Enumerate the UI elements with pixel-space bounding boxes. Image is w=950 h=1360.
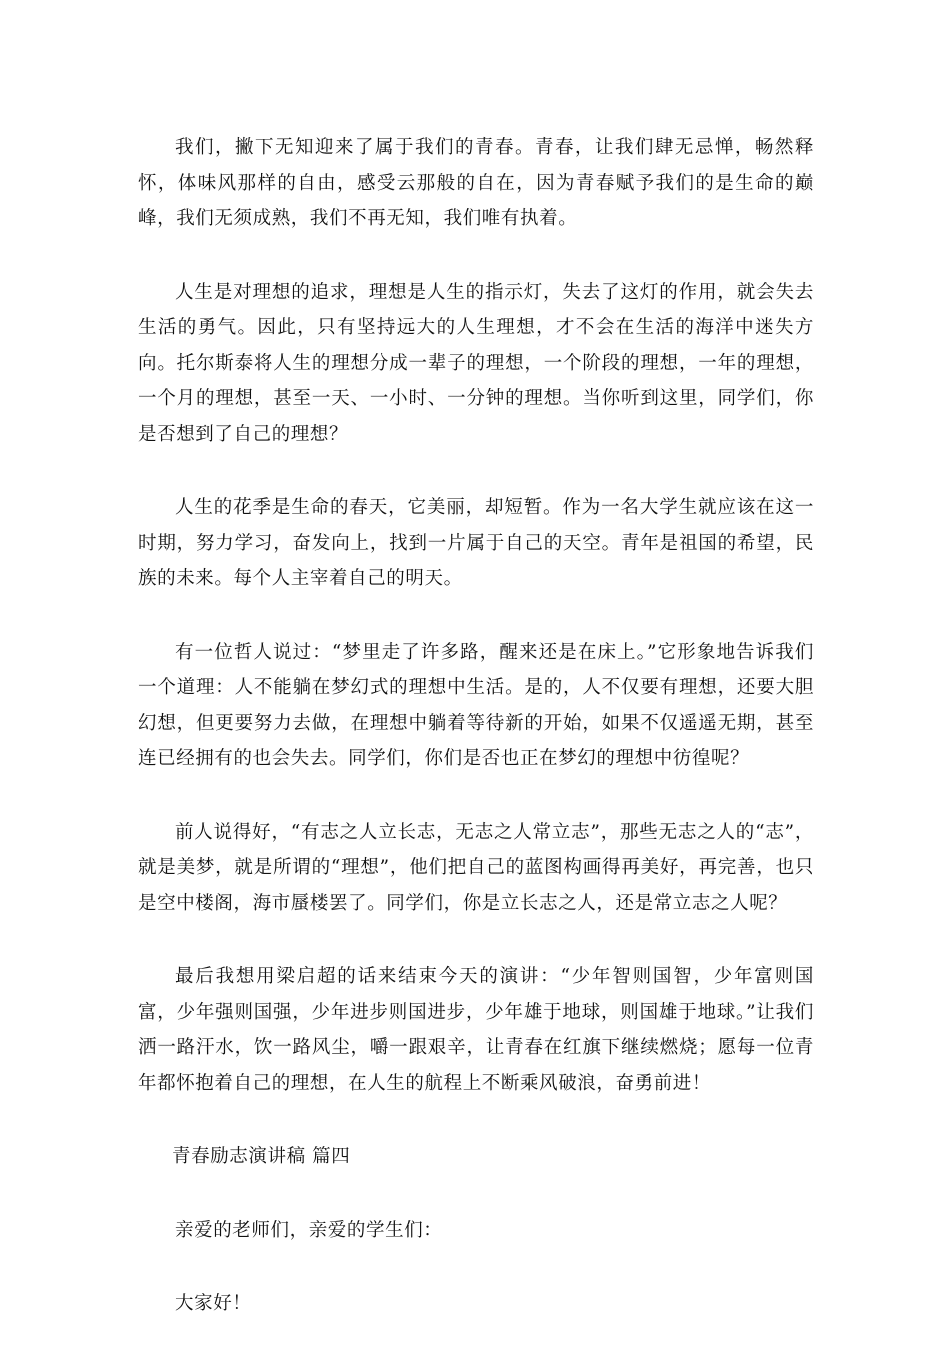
paragraph-ideal-pursuit: 人生是对理想的追求，理想是人生的指示灯，失去了这灯的作用，就会失去生活的勇气。因此，只有坚持远大的人生理想，才不会在生活的海洋中迷失方向。托尔斯泰将人生的理想分成一辈子的理想，一个阶段的理想，一年的理想，一个月的理想，甚至一天、一小时、一分钟的理想。当你听到这里，同学们，你是否想到了自己的理想？ [138,281,814,445]
document-body [138,130,814,1360]
section-heading: 青春励志演讲稿 篇四 [172,1146,351,1167]
paragraph-conclusion: 最后我想用梁启超的话来结束今天的演讲：“少年智则国智，少年富则国富，少年强则国强，少年进步则国进步，少年雄于地球，则国雄于地球。”让我们洒一路汗水，饮一路风尘，嚼一跟艰辛，让青春在红旗下继续燃烧；愿每一位青年都怀抱着自己的理想，在人生的航程上不断乘风破浪，奋勇前进！ [138,966,814,1094]
salutation-teachers-students: 亲爱的老师们，亲爱的学生们： [175,1219,443,1241]
paragraph-youth: 我们，撇下无知迎来了属于我们的青春。青春，让我们肆无忌惮，畅然释怀，体味风那样的自由，感受云那般的自在，因为青春赋予我们的是生命的巅峰，我们无须成熟，我们不再无知，我们唯有执着。 [138,137,814,229]
paragraph-philosopher-quote: 有一位哲人说过：“梦里走了许多路，醒来还是在床上。”它形象地告诉我们一个道理：人不能躺在梦幻式的理想中生活。是的，人不仅要有理想，还要大胆幻想，但更要努力去做，在理想中躺着等待新的开始，如果不仅遥遥无期，甚至连已经拥有的也会失去。同学们，你们是否也正在梦幻的理想中彷徨呢？ [138,641,814,769]
paragraph-ambition: 前人说得好，“有志之人立长志，无志之人常立志”，那些无志之人的“志”，就是美梦，就是所谓的“理想”，他们把自己的蓝图构画得再美好，再完善，也只是空中楼阁，海市蜃楼罢了。同学们，你是立长志之人，还是常立志之人呢？ [138,821,814,914]
salutation-greeting: 大家好！ [175,1293,252,1314]
paragraph-spring-of-life: 人生的花季是生命的春天，它美丽，却短暂。作为一名大学生就应该在这一时期，努力学习，奋发向上，找到一片属于自己的天空。青年是祖国的希望，民族的未来。每个人主宰着自己的明天。 [138,497,814,589]
